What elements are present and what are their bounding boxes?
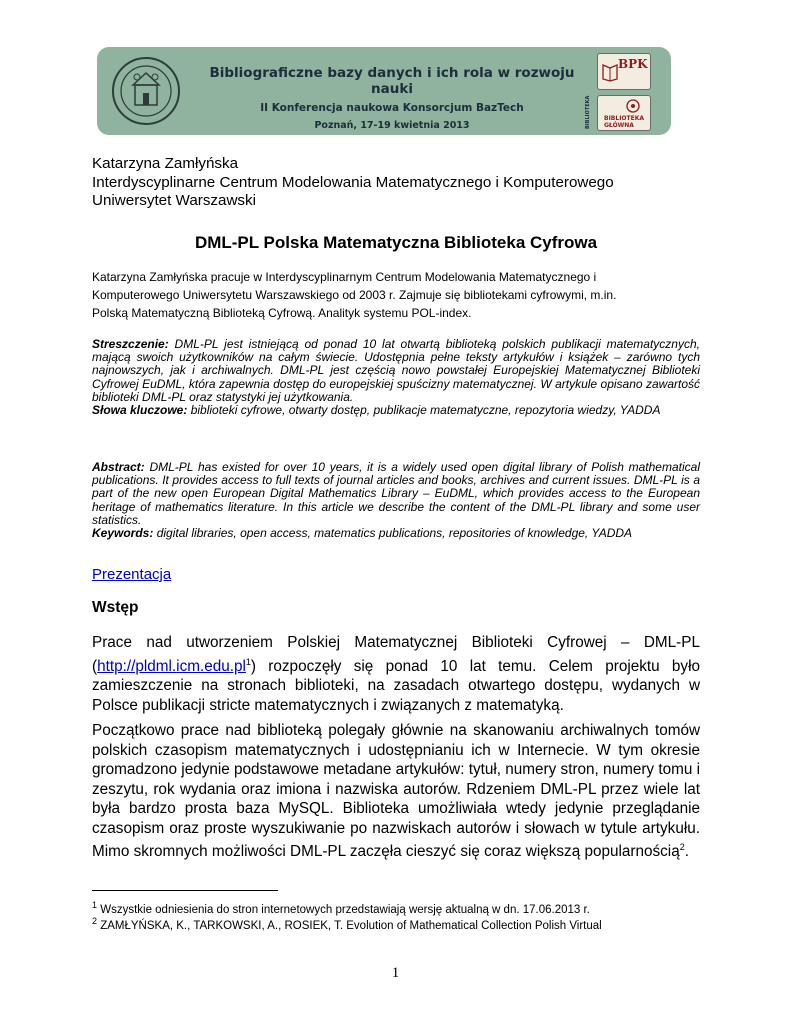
bio-line: Komputerowego Uniwersytetu Warszawskiego od 2003 r. Zajmuje się bibliotekami cyfrowymi, m.in.	[92, 288, 617, 302]
bpk-vertical-label: BIBLIOTEKA	[585, 95, 591, 129]
streszczenie-text: DML-PL jest istniejącą od ponad 10 lat otwartą biblioteką polskich publikacji matematycznych, mającą swoich użytkowników na całym świecie. Udostępnia pełne teksty artykułów i książek – zarówno tych najnowszych, jak i archiwalnych. DML-PL jest częścią nowo powstałej Europejskiej Matematycznej Biblioteki Cyfrowej EuDML, która zapewnia dostęp do europejskiej spuścizny matematycznej. W artykule opisano zawartość biblioteki DML-PL oraz statystyki jej użytkowania.	[92, 337, 700, 404]
conference-banner	[97, 47, 671, 135]
author-institution: Interdyscyplinarne Centrum Modelowania Matematycznego i Komputerowego	[92, 173, 614, 191]
abstract-paragraph	[92, 461, 700, 527]
streszczenie-label: Streszczenie:	[92, 337, 169, 351]
footnote-number: 1	[92, 900, 98, 910]
author-name: Katarzyna Zamłyńska	[92, 155, 239, 172]
author-block	[92, 155, 700, 211]
keywords-text: digital libraries, open access, matematics publications, repositories of knowledge, YADDA	[156, 526, 633, 541]
abstract-text: DML-PL has existed for over 10 years, it is a widely used open digital library of Polish mathematical publications. It provides access to full texts of journal articles and books, archives and current issues. DML-PL is a part of the new open European Digital Mathematics Library – EuDML, which provides access to the European heritage of mathematics literature. In this article we describe the content of the DML-PL library and some user statistics.	[92, 460, 700, 527]
page-number: 1	[391, 965, 400, 981]
footnote-ref[interactable]: 1	[245, 656, 251, 667]
footnote	[92, 914, 712, 933]
author-bio	[92, 268, 700, 322]
banner-subtitle: II Konferencja naukowa Konsorcjum BazTech	[260, 102, 524, 114]
para2-text: Początkowo prace nad biblioteką polegały głównie na skanowaniu archiwalnych tomów polskich czasopism matematycznych i udostępnianiu ich w Internecie. W tym okresie gromadzono jedynie podstawowe metadane artykułów: tytuł, numery stron, numery tomu i zeszytu, rok wydania oraz imiona i nazwiska autorów. Rdzeniem DML-PL przez wiele lat była bardzo prosta baza MySQL. Biblioteka umożliwiała wtedy jedynie przeglądanie czasopism oraz proste wyszukiwanie po nazwiskach autorów i słowach w tytule artykułu. Mimo skromnych możliwości DML-PL zaczęła cieszyć się coraz większą popularnością	[92, 722, 700, 861]
paper-title: DML-PL Polska Matematyczna Biblioteka Cyfrowa	[194, 233, 598, 252]
footnote-separator	[92, 890, 278, 891]
bio-line: Polską Matematyczną Biblioteką Cyfrową. Analityk systemu POL-index.	[92, 306, 472, 320]
streszczenie-paragraph	[92, 338, 700, 404]
library-emblem-icon	[622, 98, 644, 114]
intro-paragraph-2	[92, 721, 700, 862]
book-icon	[601, 62, 619, 82]
para1-text-before: Prace nad utworzeniem Polskiej Matematycznej Biblioteki Cyfrowej – DML-PL (	[92, 634, 700, 675]
para1-text-after: ) rozpoczęły się ponad 10 lat temu. Celem projektu było zamieszczenie na stronach biblioteki, na zasadach otwartego dostępu, wydanych w Polsce publikacji stricte matematycznych i związanych z matematyką.	[92, 657, 700, 714]
para2-end: .	[684, 843, 689, 861]
bio-line: Katarzyna Zamłyńska pracuje w Interdyscyplinarnym Centrum Modelowania Matematycznego i	[92, 270, 597, 284]
author-university: Uniwersytet Warszawski	[92, 192, 256, 209]
library-seal-icon	[111, 55, 181, 127]
abstract-block	[92, 461, 700, 540]
banner-title: Bibliograficzne bazy danych i ich rola w rozwoju nauki	[209, 65, 575, 97]
keywords-paragraph	[92, 527, 700, 540]
slowa-kluczowe-paragraph	[92, 404, 700, 417]
slowa-kluczowe-label: Słowa kluczowe:	[92, 403, 188, 418]
footnote-number: 2	[92, 916, 98, 926]
library-logo	[597, 95, 651, 131]
banner-date: Poznań, 17-19 kwietnia 2013	[314, 120, 470, 131]
pldml-link[interactable]: http://pldml.icm.edu.pl	[97, 657, 246, 675]
slowa-kluczowe-text: biblioteki cyfrowe, otwarty dostęp, publikacje matematyczne, repozytoria wiedzy, YADDA	[190, 403, 661, 418]
presentation-link[interactable]: Prezentacja	[92, 566, 172, 583]
keywords-label: Keywords:	[92, 526, 154, 541]
library-label: BIBLIOTEKA GŁÓWNA	[604, 115, 645, 129]
bpk-logo	[597, 53, 651, 90]
bpk-label: BPK	[618, 57, 648, 71]
section-heading: Wstęp	[92, 599, 139, 616]
footnote-text: Wszystkie odniesienia do stron internetowych przedstawiają wersję aktualną w dn. 17.06.2013 r.	[100, 903, 590, 916]
footnote-text: ZAMŁYŃSKA, K., TARKOWSKI, A., ROSIEK, T. Evolution of Mathematical Collection Polish Virtual	[100, 919, 602, 932]
footnote-ref[interactable]: 2	[679, 842, 685, 852]
banner-text	[192, 65, 592, 131]
abstract-label: Abstract:	[92, 460, 145, 474]
intro-paragraph-1	[92, 633, 700, 715]
streszczenie-block	[92, 338, 700, 417]
